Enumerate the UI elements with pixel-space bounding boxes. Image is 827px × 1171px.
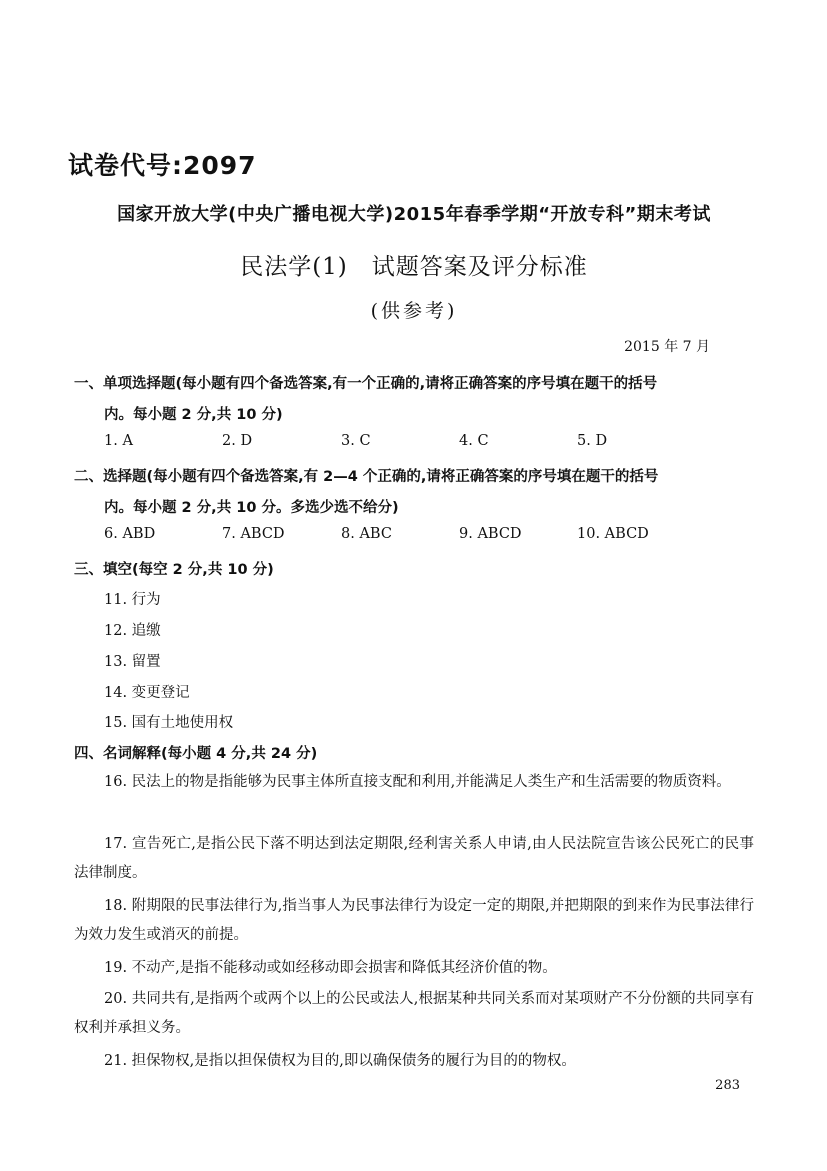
answer-item: 7. ABCD <box>222 526 285 542</box>
answer-item: 5. D <box>577 433 608 449</box>
section2-title-line2: 内。每小题 2 分,共 10 分。多选少选不给分) <box>104 500 399 516</box>
page-number: 283 <box>715 1078 740 1093</box>
exam-title: 国家开放大学(中央广播电视大学)2015年春季学期“开放专科”期末考试 <box>117 204 711 225</box>
paper-code: 试卷代号:2097 <box>68 151 257 180</box>
definition-paragraph: 19. 不动产,是指不能移动或如经移动即会损害和降低其经济价值的物。 <box>104 960 557 976</box>
answer-item: 2. D <box>222 433 253 449</box>
fill-answer: 12. 追缴 <box>104 623 161 639</box>
fill-answer: 15. 国有土地使用权 <box>104 715 234 731</box>
section3-title: 三、填空(每空 2 分,共 10 分) <box>74 562 274 578</box>
definition-paragraph: 17. 宣告死亡,是指公民下落不明达到法定期限,经利害关系人申请,由人民法院宣告该公民死亡的民事法律制度。 <box>74 836 754 881</box>
answer-item: 9. ABCD <box>459 526 522 542</box>
answer-item: 6. ABD <box>104 526 156 542</box>
definition-paragraph: 20. 共同共有,是指两个或两个以上的公民或法人,根据某种共同关系而对某项财产不分份额的共同享有权利并承担义务。 <box>74 991 754 1036</box>
section1-title-line2: 内。每小题 2 分,共 10 分) <box>104 407 283 423</box>
exam-date: 2015 年 7 月 <box>624 339 710 355</box>
section4-title: 四、名词解释(每小题 4 分,共 24 分) <box>74 746 318 762</box>
definition-paragraph: 18. 附期限的民事法律行为,指当事人为民事法律行为设定一定的期限,并把期限的到来作为民事法律行为效力发生或消灭的前提。 <box>74 898 754 943</box>
section2-title-line1: 二、选择题(每小题有四个备选答案,有 2—4 个正确的,请将正确答案的序号填在题干的括号 <box>74 469 659 485</box>
fill-answer: 13. 留置 <box>104 654 161 670</box>
definition-paragraph: 16. 民法上的物是指能够为民事主体所直接支配和利用,并能满足人类生产和生活需要的物质资料。 <box>104 774 731 790</box>
answer-item: 1. A <box>104 433 133 449</box>
course-title: 民法学(1) 试题答案及评分标准 <box>240 254 588 280</box>
fill-answer: 11. 行为 <box>104 592 161 608</box>
definition-paragraph: 21. 担保物权,是指以担保债权为目的,即以确保债务的履行为目的的物权。 <box>104 1053 576 1069</box>
section1-title-line1: 一、单项选择题(每小题有四个备选答案,有一个正确的,请将正确答案的序号填在题干的括号 <box>74 376 658 392</box>
reference-note: (供参考) <box>370 300 458 322</box>
answer-item: 10. ABCD <box>577 526 649 542</box>
answer-item: 3. C <box>341 433 371 449</box>
answer-item: 8. ABC <box>341 526 392 542</box>
answer-item: 4. C <box>459 433 489 449</box>
fill-answer: 14. 变更登记 <box>104 685 190 701</box>
